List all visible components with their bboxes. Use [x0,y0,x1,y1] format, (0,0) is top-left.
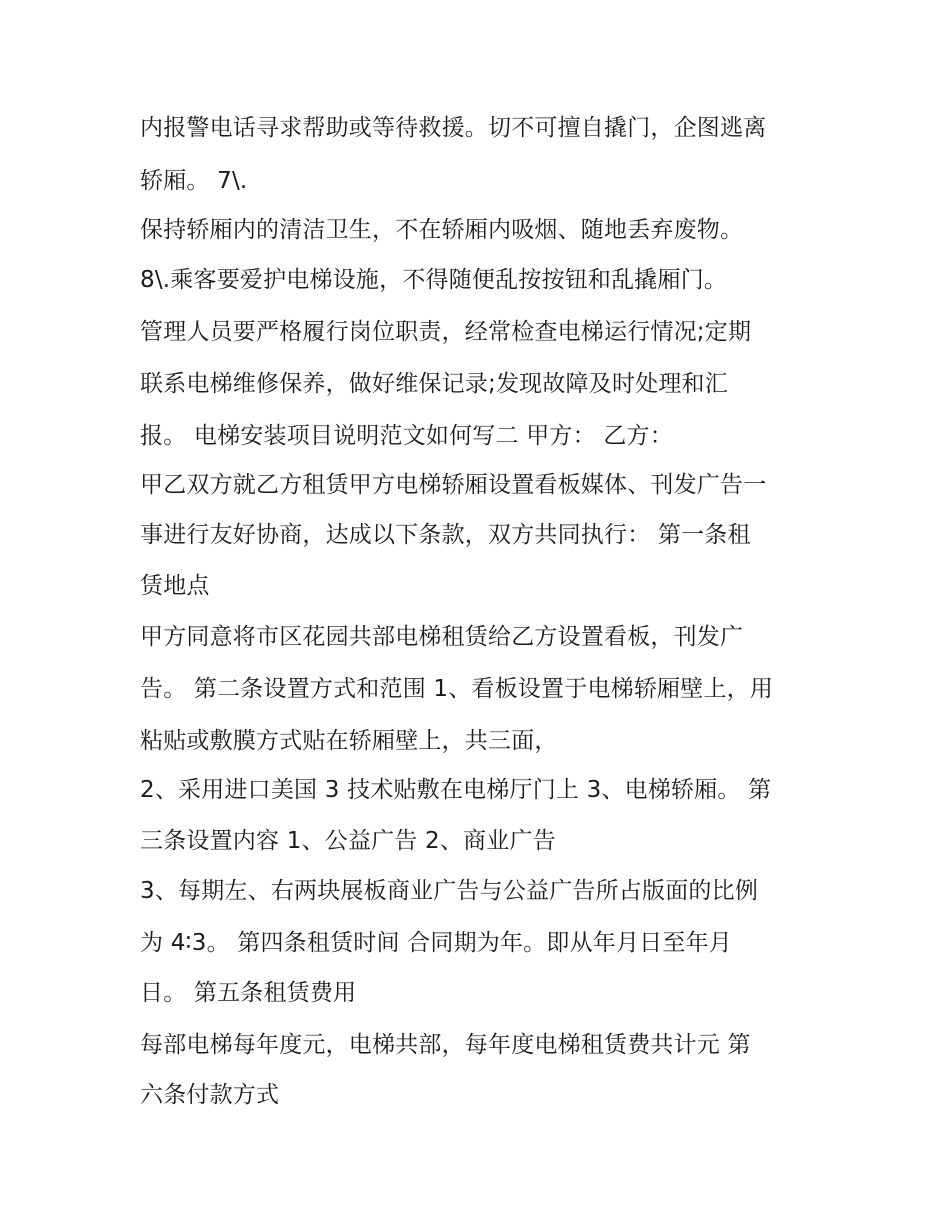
text-line: 轿厢。 7\. [140,168,248,194]
text-line: 告。 第二条设置方式和范围 1、看板设置于电梯轿厢壁上，用 [140,676,774,702]
text-line: 内报警电话寻求帮助或等待救援。切不可擅自撬门，企图逃离 [140,115,767,141]
text-line: 2、采用进口美国 3 技术贴敷在电梯厅门上 3、电梯轿厢。 第 [140,777,772,803]
text-line: 三条设置内容 1、公益广告 2、商业广告 [140,828,556,854]
text-line: 六条付款方式 [140,1082,280,1108]
text-line: 8\.乘客要爱护电梯设施，不得随便乱按按钮和乱撬厢门。 [140,267,728,293]
text-line: 3、每期左、右两块展板商业广告与公益广告所占版面的比例 [140,878,759,904]
text-line: 保持轿厢内的清洁卫生，不在轿厢内吸烟、随地丢弃废物。 [140,217,744,243]
text-line: 管理人员要严格履行岗位职责，经常检查电梯运行情况;定期 [140,319,752,345]
text-line: 赁地点 [140,573,210,599]
text-line: 报。 电梯安装项目说明范文如何写二 甲方： 乙方： [140,423,673,449]
text-line: 粘贴或敷膜方式贴在轿厢壁上，共三面， [140,728,558,754]
text-line: 事进行友好协商，达成以下条款，双方共同执行： 第一条租 [140,522,751,548]
text-line: 为 4∶3。 第四条租赁时间 合同期为年。即从年月日至年月 [140,930,732,956]
text-line: 联系电梯维修保养，做好维保记录;发现故障及时处理和汇 [140,371,728,397]
text-line: 日。 第五条租赁费用 [140,980,357,1006]
text-line: 甲乙双方就乙方租赁甲方电梯轿厢设置看板媒体、刊发广告一 [140,472,767,498]
text-line: 每部电梯每年度元，电梯共部，每年度电梯租赁费共计元 第 [140,1032,751,1058]
text-line: 甲方同意将市区花园共部电梯租赁给乙方设置看板，刊发广 [140,624,744,650]
